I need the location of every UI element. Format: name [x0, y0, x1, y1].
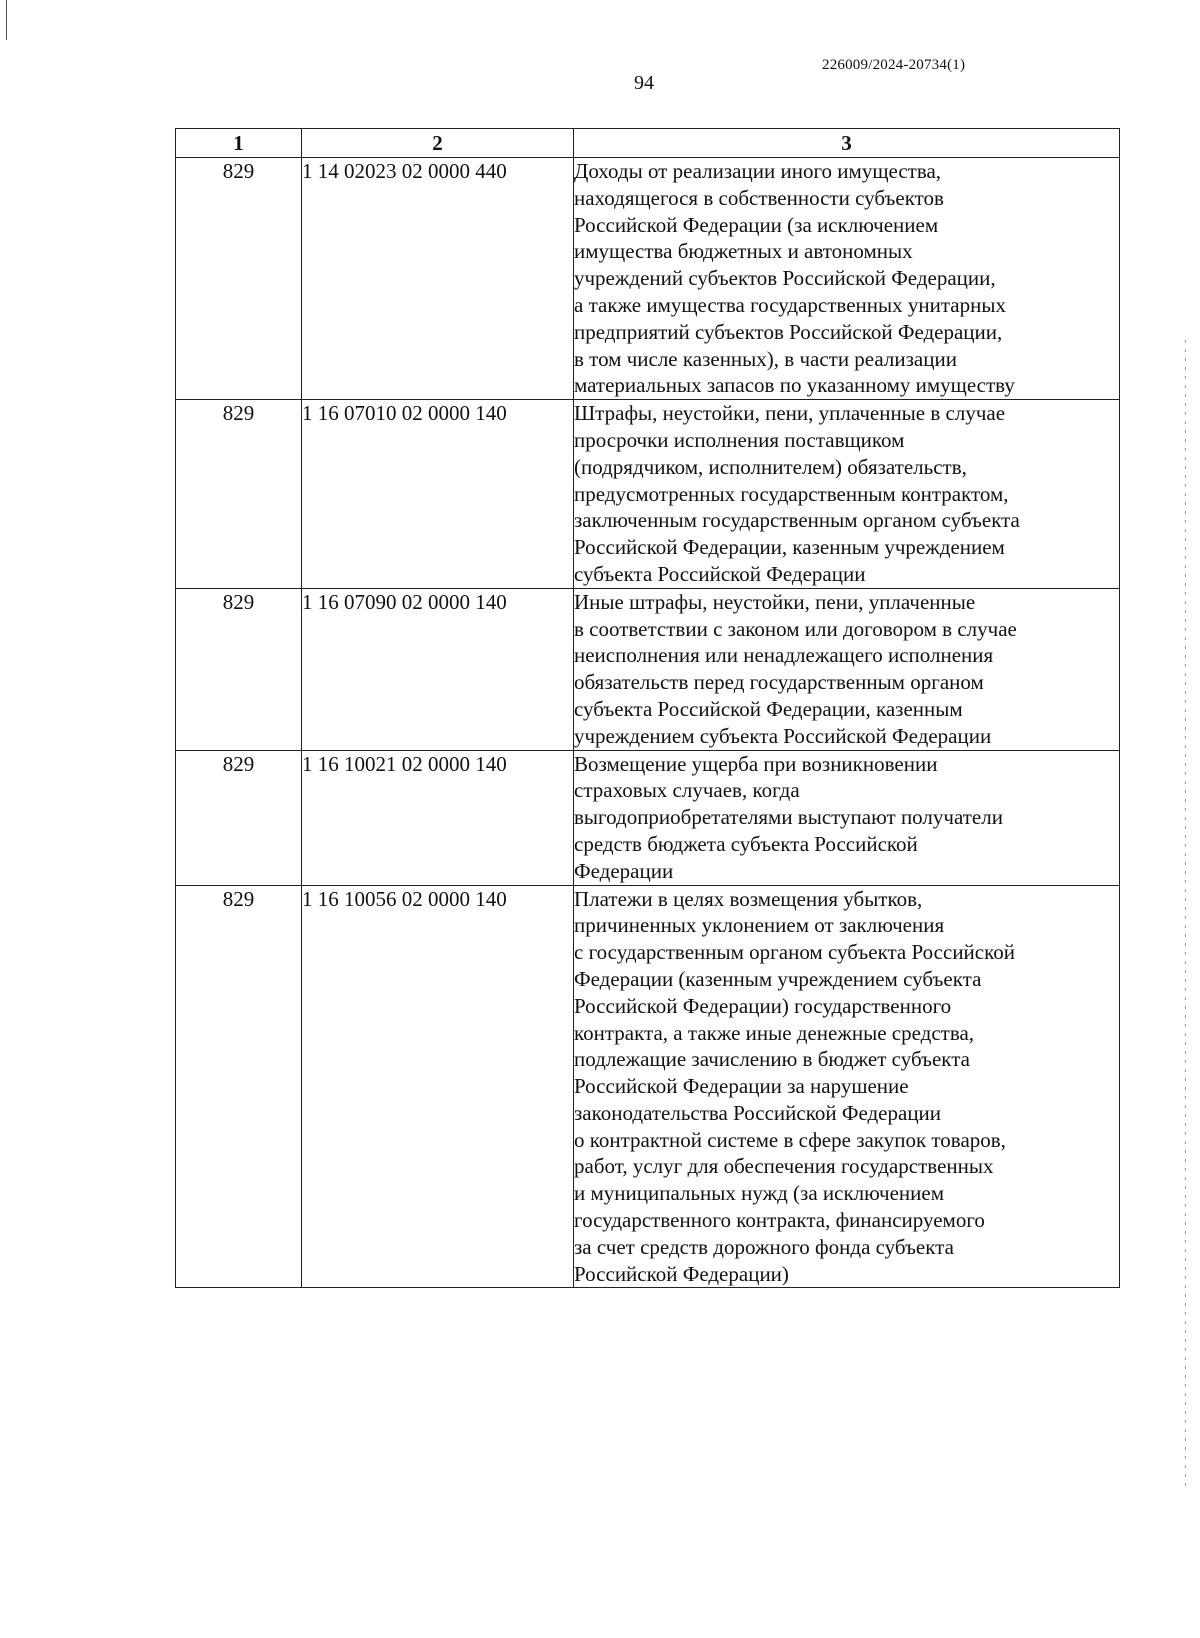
table-row	[176, 750, 1120, 885]
description-line: Российской Федерации) государственного	[574, 993, 952, 1018]
description-line: работ, услуг для обеспечения государственных	[574, 1154, 994, 1179]
description-line: подлежащие зачислению в бюджет субъекта	[574, 1047, 970, 1072]
description-line: Российской Федерации (за исключением	[574, 212, 939, 237]
description-line: Российской Федерации за нарушение	[574, 1074, 909, 1099]
description-line: Платежи в целях возмещения убытков,	[574, 886, 923, 911]
description-line: за счет средств дорожного фонда субъекта	[574, 1234, 954, 1259]
table-row	[176, 588, 1120, 750]
description-line: средств бюджета субъекта Российской	[574, 831, 918, 856]
description-cell	[574, 750, 1120, 885]
table-row	[176, 158, 1120, 400]
description-line: Возмещение ущерба при возникновении	[574, 751, 938, 776]
table-row	[176, 400, 1120, 589]
description-cell	[574, 588, 1120, 750]
description-line: в соответствии с законом или договором в случае	[574, 616, 1017, 641]
column-header-1: 1	[176, 129, 302, 158]
description-line: с государственным органом субъекта Российской	[574, 940, 1015, 965]
description-cell	[574, 400, 1120, 589]
admin-code-cell: 829	[176, 885, 302, 1288]
admin-code-cell: 829	[176, 750, 302, 885]
description-line: Доходы от реализации иного имущества,	[574, 159, 942, 183]
document-number: 226009/2024-20734(1)	[822, 57, 966, 73]
description-line: субъекта Российской Федерации	[574, 561, 866, 586]
description-line: находящегося в собственности субъектов	[574, 185, 944, 210]
description-line: государственного контракта, финансируемого	[574, 1208, 985, 1233]
description-line: в том числе казенных), в части реализации	[574, 346, 957, 371]
revenue-code-cell: 1 16 07010 02 0000 140	[302, 400, 574, 589]
description-cell	[574, 158, 1120, 400]
description-line: Федерации	[574, 858, 674, 883]
description-line: а также имущества государственных унитарных	[574, 292, 1006, 317]
description-line: неисполнения или ненадлежащего исполнения	[574, 643, 994, 668]
scan-edge-mark	[1185, 340, 1186, 1490]
description-line: обязательств перед государственным органом	[574, 670, 984, 695]
admin-code-cell: 829	[176, 588, 302, 750]
revenue-code-cell: 1 16 07090 02 0000 140	[302, 588, 574, 750]
revenue-code-cell: 1 16 10021 02 0000 140	[302, 750, 574, 885]
description-line: причиненных уклонением от заключения	[574, 913, 945, 938]
description-line: учреждением субъекта Российской Федерации	[574, 723, 992, 748]
page-number: 94	[634, 72, 654, 94]
description-cell	[574, 885, 1120, 1288]
description-line: предусмотренных государственным контрактом,	[574, 481, 1009, 506]
description-line: просрочки исполнения поставщиком	[574, 427, 905, 452]
description-line: Штрафы, неустойки, пени, уплаченные в случае	[574, 401, 1006, 426]
description-line: и муниципальных нужд (за исключением	[574, 1181, 944, 1206]
description-line: (подрядчиком, исполнителем) обязательств,	[574, 454, 967, 479]
description-line: субъекта Российской Федерации, казенным	[574, 696, 963, 721]
revenue-codes-table	[175, 128, 1120, 1288]
admin-code-cell: 829	[176, 400, 302, 589]
description-line: о контрактной системе в сфере закупок товаров,	[574, 1127, 1006, 1152]
description-line: контракта, а также иные денежные средства,	[574, 1020, 975, 1045]
table-row	[176, 885, 1120, 1288]
description-line: материальных запасов по указанному имуществу	[574, 373, 1015, 398]
scan-edge-mark	[6, 0, 7, 40]
column-header-3: 3	[574, 129, 1120, 158]
revenue-code-cell: 1 16 10056 02 0000 140	[302, 885, 574, 1288]
description-line: страховых случаев, когда	[574, 778, 800, 803]
description-line: Федерации (казенным учреждением субъекта	[574, 966, 982, 991]
description-line: Российской Федерации)	[574, 1261, 789, 1286]
description-line: законодательства Российской Федерации	[574, 1100, 942, 1125]
admin-code-cell: 829	[176, 158, 302, 400]
description-line: заключенным государственным органом субъекта	[574, 508, 1020, 533]
table-body	[176, 158, 1120, 1288]
description-line: учреждений субъектов Российской Федерации,	[574, 266, 996, 291]
description-line: Российской Федерации, казенным учреждением	[574, 535, 1005, 560]
revenue-code-cell: 1 14 02023 02 0000 440	[302, 158, 574, 400]
description-line: предприятий субъектов Российской Федерации,	[574, 319, 1003, 344]
description-line: Иные штрафы, неустойки, пени, уплаченные	[574, 589, 976, 614]
description-line: имущества бюджетных и автономных	[574, 239, 913, 264]
description-line: выгодоприобретателями выступают получатели	[574, 805, 1003, 830]
table-header-row	[176, 129, 1120, 158]
column-header-2: 2	[302, 129, 574, 158]
